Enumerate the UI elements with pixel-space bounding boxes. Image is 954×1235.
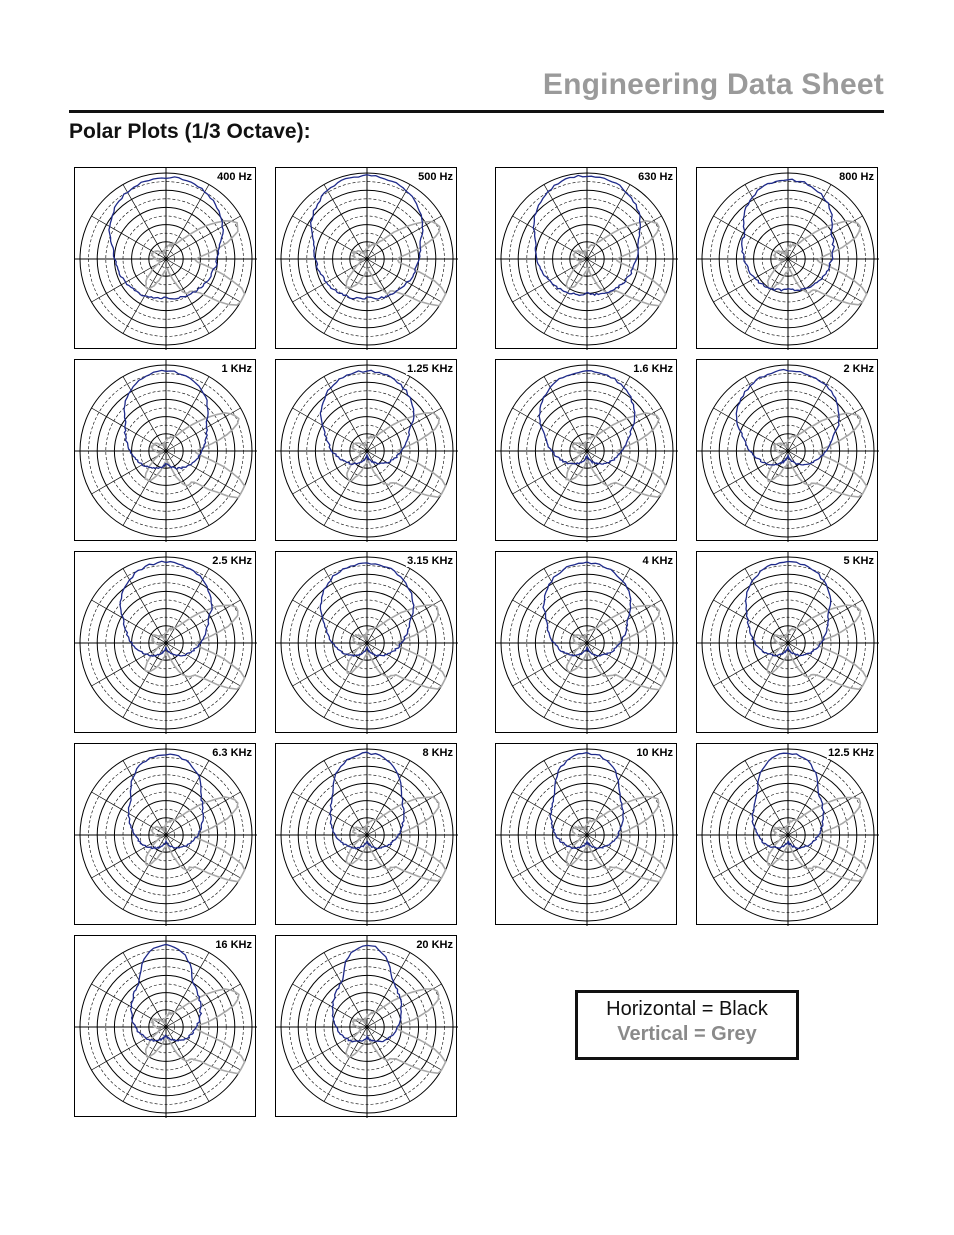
polar-grid-spoke — [293, 643, 368, 686]
polar-grid-spoke — [367, 408, 442, 451]
polar-chart — [496, 360, 678, 542]
plot-frequency-label: 16 KHz — [215, 939, 252, 951]
polar-grid-spoke — [544, 185, 587, 260]
polar-grid-spoke — [714, 451, 789, 494]
polar-grid-spoke — [367, 835, 410, 910]
polar-grid-spoke — [166, 600, 241, 643]
polar-plot — [696, 167, 878, 349]
polar-grid-spoke — [166, 377, 209, 452]
plot-frequency-label: 1.6 KHz — [633, 363, 673, 375]
polar-plot — [495, 743, 677, 925]
polar-chart — [697, 552, 879, 734]
polar-grid-spoke — [367, 185, 410, 260]
polar-chart — [75, 168, 257, 350]
legend-box — [575, 990, 799, 1060]
title-rule — [69, 110, 884, 113]
polar-plot — [74, 551, 256, 733]
polar-grid-spoke — [587, 185, 630, 260]
polar-grid-spoke — [166, 761, 209, 836]
polar-plot — [74, 743, 256, 925]
polar-grid-spoke — [788, 259, 831, 334]
polar-grid-spoke — [745, 761, 788, 836]
polar-chart — [75, 360, 257, 542]
plot-frequency-label: 1 KHz — [221, 363, 252, 375]
polar-chart — [276, 744, 458, 926]
polar-plot — [275, 359, 457, 541]
polar-grid-spoke — [166, 451, 209, 526]
polar-chart — [75, 744, 257, 926]
polar-grid-spoke — [788, 600, 863, 643]
polar-grid-spoke — [324, 569, 367, 644]
polar-grid-spoke — [293, 835, 368, 878]
polar-chart — [496, 552, 678, 734]
polar-grid-spoke — [587, 835, 630, 910]
polar-chart — [496, 168, 678, 350]
polar-grid-spoke — [123, 953, 166, 1028]
plot-frequency-label: 2 KHz — [843, 363, 874, 375]
polar-chart — [75, 552, 257, 734]
polar-grid-spoke — [166, 953, 209, 1028]
polar-grid-spoke — [788, 792, 863, 835]
polar-grid-spoke — [293, 259, 368, 302]
plot-frequency-label: 1.25 KHz — [407, 363, 453, 375]
legend-horizontal: Horizontal = Black — [606, 998, 768, 1020]
polar-grid-spoke — [367, 259, 442, 302]
polar-plot — [696, 743, 878, 925]
polar-grid-spoke — [92, 451, 167, 494]
polar-grid-spoke — [367, 761, 410, 836]
polar-grid-spoke — [745, 377, 788, 452]
plot-frequency-label: 5 KHz — [843, 555, 874, 567]
plot-frequency-label: 8 KHz — [422, 747, 453, 759]
polar-plot — [696, 359, 878, 541]
polar-grid-spoke — [92, 835, 167, 878]
polar-grid-spoke — [513, 835, 588, 878]
polar-grid-spoke — [788, 259, 863, 302]
polar-grid-spoke — [367, 984, 442, 1027]
polar-grid-spoke — [123, 451, 166, 526]
plot-frequency-label: 4 KHz — [642, 555, 673, 567]
polar-grid-spoke — [166, 185, 209, 260]
polar-grid-spoke — [544, 761, 587, 836]
polar-grid-spoke — [92, 1027, 167, 1070]
polar-grid-spoke — [92, 643, 167, 686]
polar-grid-spoke — [745, 569, 788, 644]
polar-chart — [276, 360, 458, 542]
polar-grid-spoke — [513, 643, 588, 686]
polar-chart — [697, 744, 879, 926]
legend-vertical: Vertical = Grey — [617, 1023, 757, 1045]
polar-grid-spoke — [788, 377, 831, 452]
polar-grid-spoke — [544, 569, 587, 644]
polar-chart — [697, 360, 879, 542]
plot-frequency-label: 2.5 KHz — [212, 555, 252, 567]
polar-grid-spoke — [587, 569, 630, 644]
plot-frequency-label: 800 Hz — [839, 171, 874, 183]
polar-chart — [496, 744, 678, 926]
plot-frequency-label: 400 Hz — [217, 171, 252, 183]
polar-grid-spoke — [166, 259, 241, 302]
polar-chart — [75, 936, 257, 1118]
polar-grid-spoke — [367, 377, 410, 452]
polar-grid-spoke — [587, 259, 662, 302]
polar-grid-spoke — [293, 1027, 368, 1070]
polar-grid-spoke — [166, 408, 241, 451]
polar-grid-spoke — [513, 216, 588, 259]
polar-plot — [275, 743, 457, 925]
polar-plot — [495, 359, 677, 541]
plot-frequency-label: 12.5 KHz — [828, 747, 874, 759]
polar-grid-spoke — [123, 185, 166, 260]
polar-plot — [275, 551, 457, 733]
polar-grid-spoke — [745, 259, 788, 334]
sheet-title: Engineering Data Sheet — [542, 68, 884, 101]
polar-grid-spoke — [123, 377, 166, 452]
plot-frequency-label: 10 KHz — [636, 747, 673, 759]
polar-grid-spoke — [714, 259, 789, 302]
plot-frequency-label: 20 KHz — [416, 939, 453, 951]
polar-grid-spoke — [587, 216, 662, 259]
polar-grid-spoke — [166, 216, 241, 259]
polar-grid-spoke — [544, 259, 587, 334]
polar-grid-spoke — [293, 451, 368, 494]
polar-grid-spoke — [123, 1027, 166, 1102]
polar-plot — [275, 935, 457, 1117]
polar-plot — [74, 359, 256, 541]
polar-grid-spoke — [513, 451, 588, 494]
polar-chart — [276, 168, 458, 350]
polar-chart — [276, 936, 458, 1118]
polar-grid-spoke — [714, 835, 789, 878]
polar-grid-spoke — [544, 835, 587, 910]
polar-grid-spoke — [587, 792, 662, 835]
polar-plot — [74, 935, 256, 1117]
polar-grid-spoke — [92, 259, 167, 302]
section-title: Polar Plots (1/3 Octave): — [69, 120, 311, 143]
plot-frequency-label: 630 Hz — [638, 171, 673, 183]
polar-plot — [74, 167, 256, 349]
polar-plot — [495, 551, 677, 733]
plot-frequency-label: 500 Hz — [418, 171, 453, 183]
polar-grid-spoke — [714, 600, 789, 643]
polar-grid-spoke — [745, 185, 788, 260]
polar-grid-spoke — [324, 185, 367, 260]
polar-grid-spoke — [587, 761, 630, 836]
polar-chart — [276, 552, 458, 734]
polar-grid-spoke — [324, 259, 367, 334]
polar-grid-spoke — [714, 216, 789, 259]
polar-grid-spoke — [788, 216, 863, 259]
polar-chart — [697, 168, 879, 350]
polar-plot — [275, 167, 457, 349]
polar-grid-spoke — [788, 761, 831, 836]
polar-grid-spoke — [788, 569, 831, 644]
polar-plot — [696, 551, 878, 733]
plot-frequency-label: 3.15 KHz — [407, 555, 453, 567]
polar-grid-spoke — [788, 185, 831, 260]
polar-grid-spoke — [123, 835, 166, 910]
polar-plot — [495, 167, 677, 349]
polar-grid-spoke — [587, 451, 662, 494]
polar-grid-spoke — [587, 259, 630, 334]
plot-frequency-label: 6.3 KHz — [212, 747, 252, 759]
polar-grid-spoke — [714, 643, 789, 686]
